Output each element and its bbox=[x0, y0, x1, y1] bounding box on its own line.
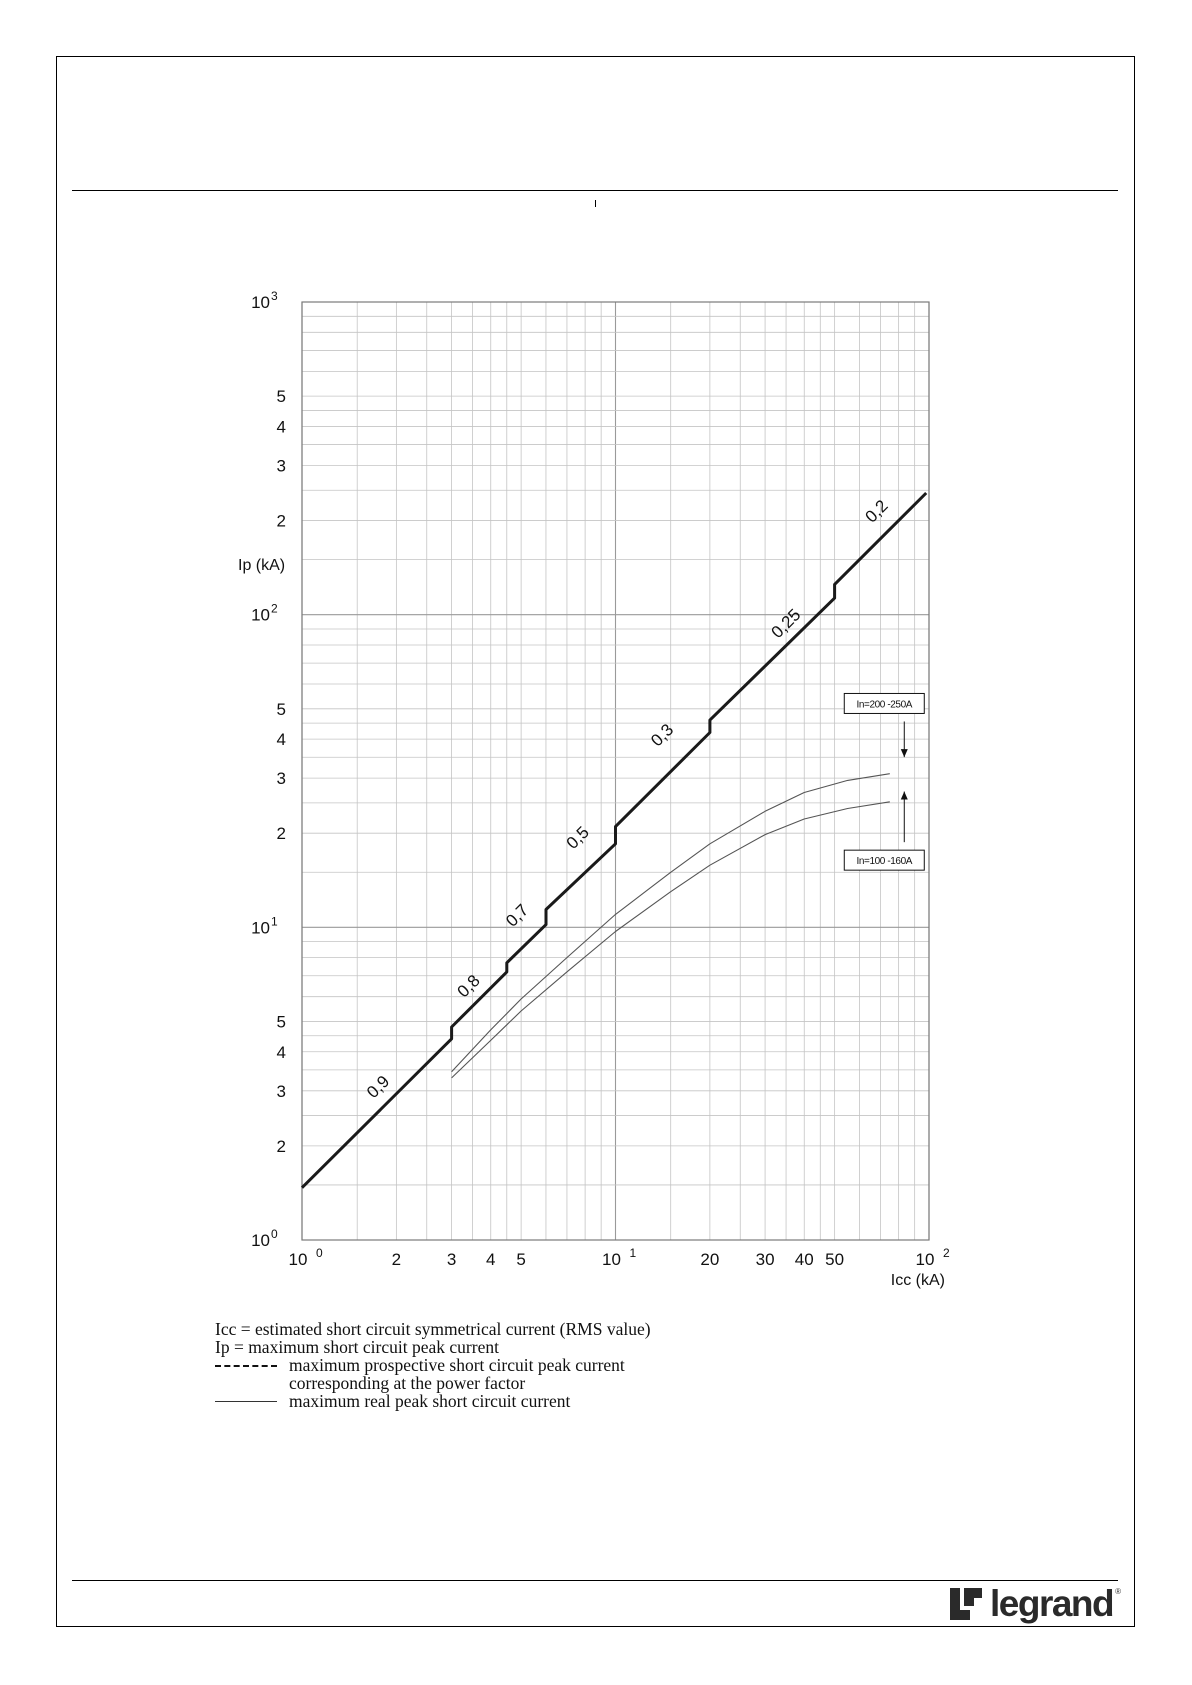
y-tick-label: 4 bbox=[276, 1042, 286, 1062]
annotation-arrowhead bbox=[901, 749, 908, 757]
footer-divider bbox=[72, 1580, 1118, 1581]
y-tick-label: 5 bbox=[276, 699, 286, 719]
power-factor-label: 0,2 bbox=[861, 496, 892, 527]
y-tick-label: 5 bbox=[276, 1012, 286, 1032]
y-tick-exponent: 3 bbox=[271, 289, 278, 303]
prospective-peak-line bbox=[302, 493, 926, 1188]
y-axis-label: Ip (kA) bbox=[238, 557, 286, 574]
x-tick-label: 3 bbox=[446, 1250, 457, 1269]
power-factor-label: 0,9 bbox=[363, 1071, 394, 1102]
legrand-logo-icon bbox=[948, 1586, 984, 1622]
annotation-arrowhead bbox=[901, 792, 908, 800]
chart-series bbox=[302, 493, 926, 1188]
power-factor-label: 0,25 bbox=[767, 605, 805, 642]
y-tick-label: 10 bbox=[251, 918, 270, 938]
x-tick-label: 10 bbox=[602, 1250, 621, 1269]
chart-ticks bbox=[251, 289, 950, 1269]
x-tick-label: 30 bbox=[755, 1250, 775, 1269]
y-tick-label: 10 bbox=[251, 605, 270, 625]
legend-solid-row bbox=[215, 1392, 835, 1410]
y-tick-label: 5 bbox=[276, 387, 286, 407]
y-tick-exponent: 0 bbox=[271, 1227, 278, 1241]
y-tick-label: 4 bbox=[276, 417, 286, 437]
x-tick-label: 2 bbox=[391, 1250, 402, 1269]
legend-solid-text: maximum real peak short circuit current bbox=[289, 1391, 571, 1411]
power-factor-labels bbox=[363, 496, 892, 1102]
y-tick-label: 3 bbox=[276, 456, 286, 476]
x-tick-label: 5 bbox=[516, 1250, 526, 1269]
x-tick-label: 20 bbox=[700, 1250, 720, 1269]
y-tick-label: 4 bbox=[276, 730, 286, 750]
power-factor-label: 0,5 bbox=[562, 822, 593, 853]
chart-annotations bbox=[844, 693, 924, 870]
x-tick-label: 10 bbox=[288, 1250, 308, 1269]
legend-dashed-text-1: maximum prospective short circuit peak current bbox=[289, 1355, 625, 1375]
registered-mark: ® bbox=[1115, 1587, 1122, 1596]
annotation-text: In=200 -250A bbox=[856, 699, 913, 711]
x-tick-exponent: 1 bbox=[629, 1246, 637, 1260]
solid-line-swatch bbox=[215, 1401, 277, 1402]
x-tick-exponent: 2 bbox=[943, 1246, 950, 1260]
y-tick-exponent: 2 bbox=[271, 601, 278, 616]
y-tick-label: 2 bbox=[276, 824, 286, 844]
chart-legend bbox=[215, 1320, 835, 1410]
legend-dashed-row bbox=[215, 1356, 835, 1392]
y-tick-label: 2 bbox=[276, 1136, 286, 1156]
x-tick-label: 40 bbox=[794, 1250, 814, 1269]
power-factor-label: 0,7 bbox=[502, 900, 533, 931]
x-tick-label: 10 bbox=[915, 1250, 935, 1269]
x-tick-label: 4 bbox=[486, 1250, 496, 1269]
annotation-text: In=100 -160A bbox=[856, 856, 913, 868]
legrand-logo bbox=[948, 1585, 1121, 1622]
y-tick-label: 10 bbox=[251, 293, 270, 312]
legend-ip-definition: Ip = maximum short circuit peak current bbox=[215, 1337, 499, 1357]
y-tick-label: 3 bbox=[276, 1081, 286, 1101]
power-factor-label: 0,3 bbox=[647, 720, 678, 751]
power-factor-label: 0,8 bbox=[453, 971, 484, 1002]
y-tick-label: 3 bbox=[276, 769, 286, 789]
logo-text: legrand bbox=[990, 1583, 1114, 1624]
y-tick-exponent: 1 bbox=[271, 914, 278, 929]
y-tick-label: 10 bbox=[251, 1231, 270, 1250]
dashed-line-swatch bbox=[215, 1365, 277, 1367]
x-tick-label: 50 bbox=[825, 1250, 845, 1269]
x-tick-exponent: 0 bbox=[316, 1246, 323, 1260]
legend-dashed-text-2: corresponding at the power factor bbox=[289, 1373, 526, 1393]
legend-icc-definition: Icc = estimated short circuit symmetrical current (RMS value) bbox=[215, 1319, 651, 1339]
chart-grid bbox=[302, 302, 929, 1240]
x-axis-label: Icc (kA) bbox=[890, 1272, 945, 1289]
y-tick-label: 2 bbox=[276, 511, 286, 531]
